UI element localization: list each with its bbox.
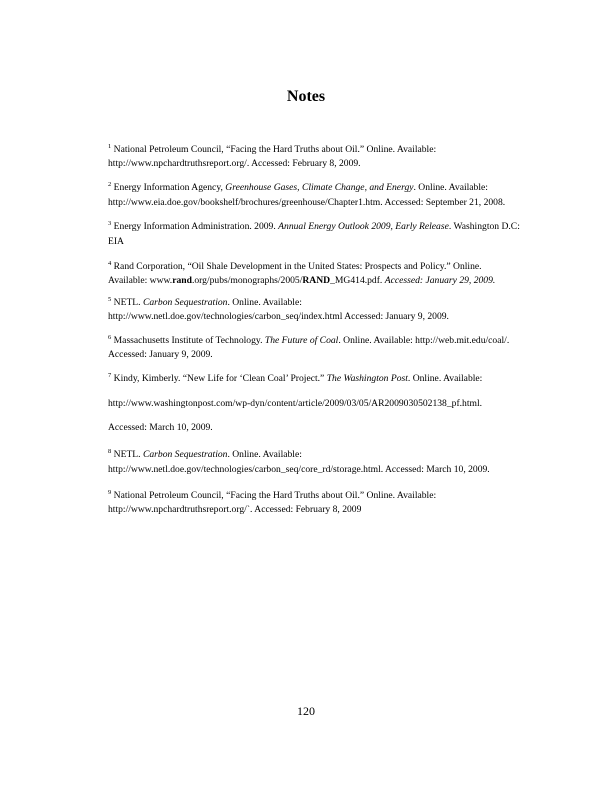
note-number: 8	[108, 448, 112, 455]
page-number: 120	[297, 704, 315, 718]
note-2: $^2$ Energy Information Agency, Greenhouse Gases, Climate Change, and Energy. Online. Available: http://www.eia.doe.gov/bookshelf/brochures/greenhouse/Chapter1.htm. Accessed: September 21, 2008.	[108, 181, 506, 208]
note-7: $^7$ Kindy, Kimberly. “New Life for ‘Clean Coal’ Project.” The Washington Post. Online. Available: http://www.washingtonpost.com/wp-dyn/content/article/2009/03/05/AR2009030502138_pf.html. Accessed: March 10, 2009.	[108, 372, 483, 433]
note-number: 4	[108, 260, 112, 267]
note-1: $^1$ National Petroleum Council, “Facing the Hard Truths about Oil.” Online. Available: http://www.npchardtruthsreport.org/. Accessed: February 8, 2009.	[108, 143, 437, 169]
note-5: $^5$ NETL. Carbon Sequestration. Online. Available: http://www.netl.doe.gov/technologies/carbon_seq/index.html Accessed: January 9, 2009.	[108, 296, 449, 322]
note-9: $^9$ National Petroleum Council, “Facing the Hard Truths about Oil.” Online. Available: http://www.npchardtruthsreport.org/`. Accessed: February 8, 2009	[108, 489, 437, 515]
page-title: Notes	[286, 88, 326, 105]
note-4: $^4$ Rand Corporation, “Oil Shale Development in the United States: Prospects and Policy.” Online. Available: www.rand.org/pubs/monographs/2005/RAND_MG414.pdf. Accessed: January 29, 2009.	[108, 260, 496, 286]
note-number: 6	[108, 334, 112, 341]
note-8: $^8$ NETL. Carbon Sequestration. Online. Available: http://www.netl.doe.gov/technologies/carbon_seq/core_rd/storage.html. Accessed: March 10, 2009.	[108, 448, 490, 475]
note-number: 1	[108, 143, 112, 150]
note-number: 5	[108, 296, 112, 303]
note-number: 7	[108, 372, 112, 379]
note-number: 3	[108, 220, 112, 227]
note-3: $^3$ Energy Information Administration. 2009. Annual Energy Outlook 2009, Early Release. Washington D.C: EIA	[108, 220, 520, 247]
note-number: 9	[108, 489, 112, 496]
note-number: 2	[108, 181, 112, 188]
note-6: $^6$ Massachusetts Institute of Technology. The Future of Coal. Online. Available: http://web.mit.edu/coal/. Accessed: January 9, 2009.	[108, 334, 510, 360]
